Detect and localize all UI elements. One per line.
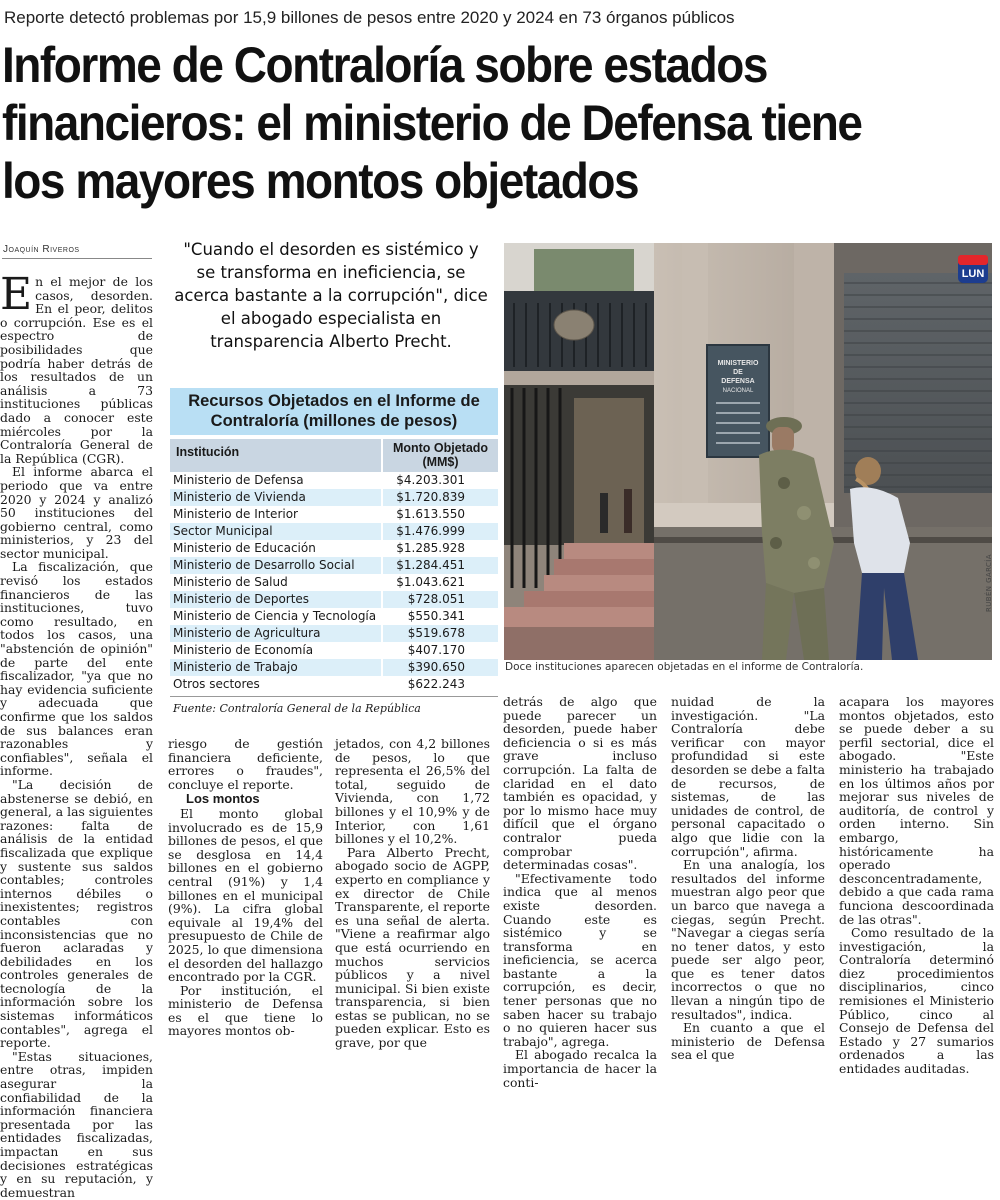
body-column-4: [503, 694, 657, 1090]
body-column-5: [671, 694, 825, 1063]
body-paragraph: En una analogía, los resultados del informe muestran algo peor que un barco que navega a ciegas, según Precht. "Navegar a ciegas sería no tener datos, y esto puede ser algo peor, que es tener datos incorrectos o que no llevan a ningún tipo de resultados", indica.: [671, 857, 825, 1022]
news-photo: [504, 243, 992, 660]
table-source: Fuente: Contraloría General de la República: [173, 702, 421, 715]
body-paragraph: detrás de algo que puede parecer un desorden, puede haber deficiencia o si es más grave incluso corrupción. La falta de claridad en el dato también es opacidad, y por lo mismo hace muy difícil que el órgano contralor pueda comprobar determinadas cosas".: [503, 694, 657, 873]
cell-institution: Ministerio de Trabajo: [170, 659, 383, 676]
table-row: [170, 506, 498, 523]
ministry-building-photo: [504, 243, 992, 660]
plaque-text: DE: [733, 369, 743, 376]
cell-institution: Ministerio de Vivienda: [170, 489, 383, 506]
body-paragraph: Como resultado de la investigación, la Contraloría determinó diez procedimientos disciplinarios, cinco remisiones el Ministerio Público, cinco al Consejo de Defensa del Estado y 27 sumarios ordenados a las entidades auditadas.: [839, 925, 994, 1077]
cell-institution: Ministerio de Educación: [170, 540, 383, 557]
body-paragraph: El monto global involucrado es de 15,9 billones de pesos, el que se desglosa en 14,4 billones en el gobierno central (91%) y 1,4 billones en el municipal (9%). La cifra global equivale al 19,4% del presupuesto de Chile de 2025, lo que dimensiona el desorden del hallazgo encontrado por la CGR.: [168, 805, 323, 985]
cell-amount: $407.170: [407, 643, 465, 657]
body-paragraph: "Efectivamente todo indica que al menos existe desorden. Cuando este es sistémico y se transforma en ineficiencia, se acerca bastante a la corrupción, es decir, tener personas que no saben hacer su trabajo o no quieren hacer sus trabajo", agrega.: [503, 870, 657, 1049]
objections-table: [170, 388, 498, 715]
column-header-amount: Monto Objetado (MM$): [392, 441, 489, 469]
body-column-3: [335, 736, 490, 1051]
table-row: [170, 472, 498, 489]
table-body: [170, 472, 498, 693]
body-paragraph: En el mejor de los casos, desorden. En el peor, delitos o corrupción. Ese es el espectro de posibilidades que podría haber detrás de los resultados de un análisis a 73 instituciones públicas dado a conocer este miércoles por la Contraloría General de la República (CGR).: [0, 269, 153, 466]
article-kicker: Reporte detectó problemas por 15,9 billones de pesos entre 2020 y 2024 en 73 órganos públicos: [4, 8, 735, 27]
cell-amount: $728.051: [407, 592, 465, 606]
cell-institution: Otros sectores: [170, 676, 383, 693]
body-paragraph: Para Alberto Precht, abogado socio de AGPP, experto en compliance y ex director de Chile Transparente, el reporte es una señal de alerta. "Viene a reafirmar algo que está ocurriendo en muchos servicios públicos y a nivel municipal. Si bien existe transparencia, si bien estas se publican, no se pueden explicar. Esto es grave, por que: [335, 844, 490, 1051]
body-paragraph: "La decisión de abstenerse se debió, en general, a las siguientes razones: falta de análisis de la entidad fiscalizada que explique y sustente sus saldos contables; controles internos débiles o inexistentes; registros contables con inconsistencias que no fueron aclaradas y debilidades en los controles generales de tecnología de la información sobre los sistemas informáticos contables", agrega el reporte.: [0, 776, 153, 1051]
byline: Joaquín Riveros: [3, 244, 80, 255]
cell-amount: $1.284.451: [396, 558, 465, 572]
cell-institution: Ministerio de Interior: [170, 506, 383, 523]
cell-amount: $550.341: [407, 609, 465, 623]
cell-amount: $1.720.839: [396, 490, 465, 504]
article-headline: Informe de Contraloría sobre estados financieros: el ministerio de Defensa tiene los mayores montos objetados: [2, 37, 862, 209]
body-column-2: [168, 736, 323, 1039]
table-row: [170, 625, 498, 642]
body-paragraph: El abogado recalca la importancia de hacer la conti-: [503, 1047, 657, 1090]
pull-quote: "Cuando el desorden es sistémico y se transforma en ineficiencia, se acerca bastante a la corrupción", dice el abogado especialista en transparencia Alberto Precht.: [174, 240, 488, 351]
cell-institution: Sector Municipal: [170, 523, 383, 540]
table-title: Recursos Objetados en el Informe de Contraloría (millones de pesos): [170, 388, 498, 435]
body-paragraph: El informe abarca el periodo que va entre 2020 y 2024 y analizó 50 instituciones del gobierno central, como ministerios, y 23 del sector municipal.: [0, 464, 153, 561]
photo-caption: Doce instituciones aparecen objetadas en el informe de Contraloría.: [505, 661, 864, 673]
body-paragraph: acapara los mayores montos objetados, esto se puede deber a su perfil sectorial, dice el abogado. "Este ministerio ha trabajado en los últimos años por mejorar sus niveles de auditoría, de control y orden interno. Sin embargo, históricamente ha operado desconcentradamente, debido a que cada rama funciona descoordinada de las otras".: [839, 694, 994, 927]
table-header: [170, 439, 498, 472]
table-row: [170, 523, 498, 540]
cell-institution: Ministerio de Ciencia y Tecnología: [170, 608, 383, 625]
body-paragraph: La fiscalización, que revisó los estados financieros de las instituciones, tuvo como resultado, en todos los casos, una "abstención de opinión" de parte del ente fiscalizador, "ya que no hay evidencia suficiente y adecuada que confirme que los saldos de sus balances eran razonables y confiables", señala el informe.: [0, 559, 153, 779]
plaque-text: DEFENSA: [721, 378, 755, 385]
cell-amount: $519.678: [407, 626, 465, 640]
table-row: [170, 574, 498, 591]
table-row: [170, 676, 498, 693]
plaque-text: NACIONAL: [722, 388, 754, 394]
cell-institution: Ministerio de Desarrollo Social: [170, 557, 383, 574]
table-row: [170, 489, 498, 506]
body-paragraph: "Estas situaciones, entre otras, impiden asegurar la confiabilidad de la información financiera presentada por las entidades fiscalizadas, impactan en sus decisiones estratégicas y en su reputación, y demuestran: [0, 1048, 153, 1200]
body-paragraph: nuidad de la investigación. "La Contraloría debe verificar con mayor profundidad si este desorden se debe a falta de recursos, de sistemas, de las unidades de control, de personal capacitado o algo que lidie con la corrupción", afirma.: [671, 694, 825, 859]
column-header-institution: Institución: [170, 439, 383, 472]
body-paragraph: jetados, con 4,2 billones de pesos, lo que representa el 26,5% del total, seguido de Vivienda, con 1,72 billones y el 10,9% y de Interior, con 1,61 billones y el 10,2%.: [335, 736, 490, 847]
table-row: [170, 659, 498, 676]
drop-cap: E: [0, 269, 33, 320]
body-column-1: [0, 269, 153, 1200]
body-paragraph: En cuanto a que el ministerio de Defensa sea el que: [671, 1020, 825, 1063]
body-column-6: [839, 694, 994, 1077]
cell-institution: Ministerio de Salud: [170, 574, 383, 591]
cell-amount: $1.043.621: [396, 575, 465, 589]
body-paragraph: riesgo de gestión financiera deficiente, errores o fraudes", concluye el reporte.: [168, 736, 323, 792]
plaque-text: MINISTERIO: [717, 360, 759, 367]
cell-amount: $1.285.928: [396, 541, 465, 555]
cell-institution: Ministerio de Defensa: [170, 472, 383, 489]
photo-credit: RUBÉN GARCÍA: [985, 554, 993, 612]
cell-amount: $1.613.550: [396, 507, 465, 521]
cell-institution: Ministerio de Economía: [170, 642, 383, 659]
cell-institution: Ministerio de Deportes: [170, 591, 383, 608]
cell-amount: $1.476.999: [396, 524, 465, 538]
cell-amount: $4.203.301: [396, 473, 465, 487]
table-row: [170, 642, 498, 659]
table-row: [170, 608, 498, 625]
logo-text: LUN: [961, 268, 985, 280]
cell-amount: $390.650: [407, 660, 465, 674]
body-paragraph: Por institución, el ministerio de Defensa es el que tiene lo mayores montos ob-: [168, 982, 323, 1039]
cell-amount: $622.243: [407, 677, 465, 691]
table-row: [170, 591, 498, 608]
byline-divider: [2, 258, 152, 259]
cell-institution: Ministerio de Agricultura: [170, 625, 383, 642]
section-subhead: Los montos: [186, 791, 260, 807]
table-row: [170, 540, 498, 557]
table-row: [170, 557, 498, 574]
lun-logo: [958, 255, 988, 283]
